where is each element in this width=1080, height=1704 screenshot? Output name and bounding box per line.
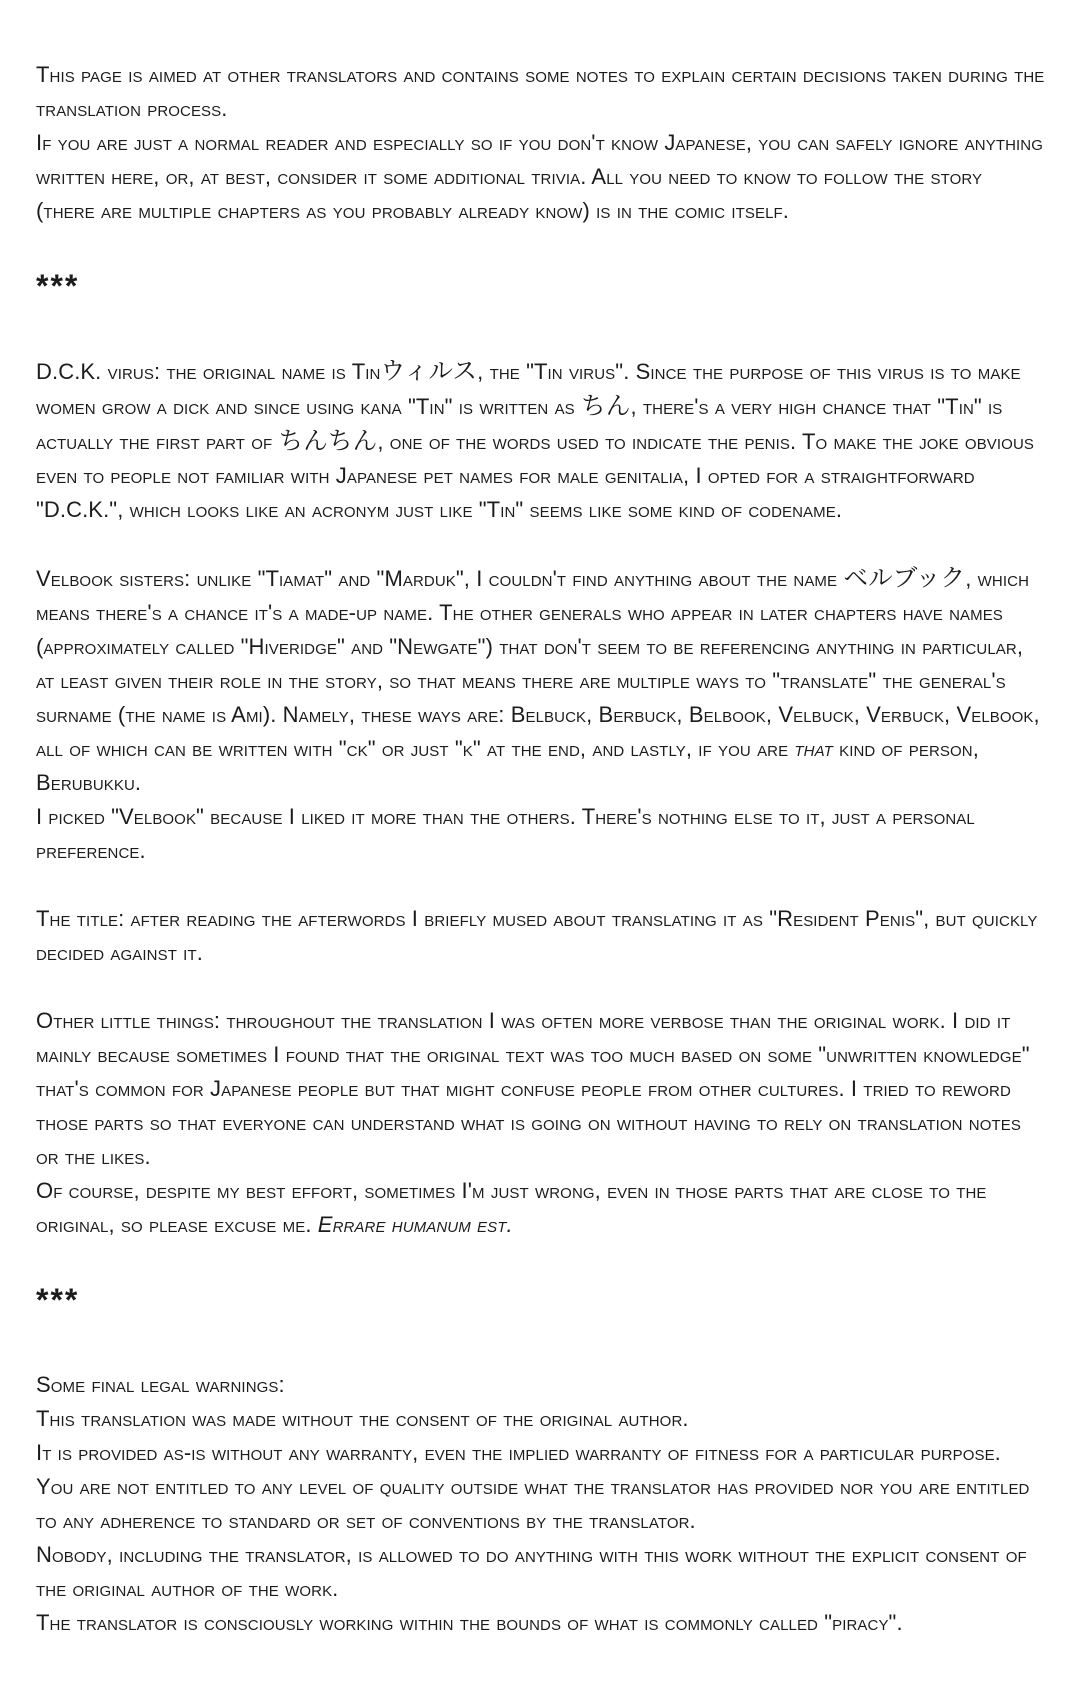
other-little-things-note bbox=[36, 1004, 1046, 1242]
text-line bbox=[36, 561, 1046, 800]
text-line bbox=[36, 1402, 1046, 1436]
text-run: Nobody, including the translator, is allowed to do anything with this work without the explicit consent of the original author of the work. bbox=[36, 1542, 1027, 1601]
text-run: kind of person, Berubukku. bbox=[36, 736, 979, 795]
text-run: It is provided as-is without any warranty, even the implied warranty of fitness for a particular purpose. bbox=[36, 1440, 1001, 1465]
section-divider: *** bbox=[36, 268, 80, 304]
text-run: If you are just a normal reader and especially so if you don't know Japanese, you can safely ignore anything written here, or, at best, consider it some additional trivia. All you need to know to follow the story (there are multiple chapters as you probably already know) is in the comic itself. bbox=[36, 130, 1044, 223]
emphasis-text-run: that bbox=[794, 736, 833, 761]
text-line bbox=[36, 58, 1046, 126]
text-run: Of course, despite my best effort, sometimes I'm just wrong, even in those parts that are close to the original, so please excuse me. bbox=[36, 1178, 987, 1237]
text-run: , which means there's a chance it's a made-up name. The other generals who appear in later chapters have names (approximately called "Hiveridge" and "Newgate") that don't seem to be referencing anything in particular, at least given their role in the story, so that means there are multiple ways to "translate" the general's surname (the name is Ami). Namely, these ways are: Belbuck, Berbuck, Belbook, Velbuck, Verbuck, Velbook, all of which can be written with "ck" or just "k" at the end, and lastly, if you are bbox=[36, 566, 1040, 761]
dck-virus-note bbox=[36, 354, 1046, 527]
text-line bbox=[36, 902, 1046, 970]
text-line bbox=[36, 1470, 1046, 1538]
text-line bbox=[36, 126, 1046, 228]
text-run: Other little things: throughout the translation I was often more verbose than the original work. I did it mainly because sometimes I found that the original text was too much based on some "unwritten knowledge" that's common for Japanese people but that might confuse people from other cultures. I tried to reword those parts so that everyone can understand what is going on without having to rely on translation notes or the likes. bbox=[36, 1008, 1030, 1169]
text-run: , the "Tin virus". Since the purpose of this virus is to make women grow a dick and since using kana "Tin" is written as bbox=[36, 359, 1021, 419]
emphasis-text-run: Errare humanum est. bbox=[317, 1212, 513, 1237]
text-line bbox=[36, 1174, 1046, 1242]
text-line bbox=[36, 800, 1046, 868]
text-line bbox=[36, 354, 1046, 527]
text-run: , there's a very high chance that "Tin" is actually the first part of bbox=[36, 394, 1003, 454]
japanese-text-run: ちんちん bbox=[278, 426, 378, 455]
text-run: This page is aimed at other translators and contains some notes to explain certain decisions taken during the translation process. bbox=[36, 62, 1045, 121]
text-run: This translation was made without the consent of the original author. bbox=[36, 1406, 689, 1431]
text-line bbox=[36, 1606, 1046, 1640]
text-run: D.C.K. virus: the original name is Tin bbox=[36, 359, 381, 384]
text-run: Velbook sisters: unlike "Tiamat" and "Marduk", I couldn't find anything about the name bbox=[36, 566, 844, 591]
section-divider: *** bbox=[36, 1282, 80, 1318]
text-run: I picked "Velbook" because I liked it more than the others. There's nothing else to it, just a personal preference. bbox=[36, 804, 975, 863]
japanese-text-run: ちん bbox=[581, 391, 631, 420]
text-line bbox=[36, 1538, 1046, 1606]
text-line bbox=[36, 1368, 1046, 1402]
text-run: The translator is consciously working within the bounds of what is commonly called "piracy". bbox=[36, 1610, 903, 1635]
intro-note bbox=[36, 58, 1046, 228]
legal-warnings bbox=[36, 1368, 1046, 1640]
text-line bbox=[36, 1436, 1046, 1470]
title-note bbox=[36, 902, 1046, 970]
text-run: You are not entitled to any level of quality outside what the translator has provided nor you are entitled to any adherence to standard or set of conventions by the translator. bbox=[36, 1474, 1030, 1533]
text-run: , one of the words used to indicate the penis. To make the joke obvious even to people not familiar with Japanese pet names for male genitalia, I opted for a straightforward "D.C.K.", which looks like an acronym just like "Tin" seems like some kind of codename. bbox=[36, 429, 1034, 522]
japanese-text-run: ベルブック bbox=[843, 563, 966, 592]
text-line bbox=[36, 1004, 1046, 1174]
japanese-text-run: ウィルス bbox=[380, 356, 478, 385]
velbook-sisters-note bbox=[36, 561, 1046, 868]
text-run: The title: after reading the afterwords I briefly mused about translating it as "Resident Penis", but quickly decided against it. bbox=[36, 906, 1038, 965]
text-run: Some final legal warnings: bbox=[36, 1372, 285, 1397]
